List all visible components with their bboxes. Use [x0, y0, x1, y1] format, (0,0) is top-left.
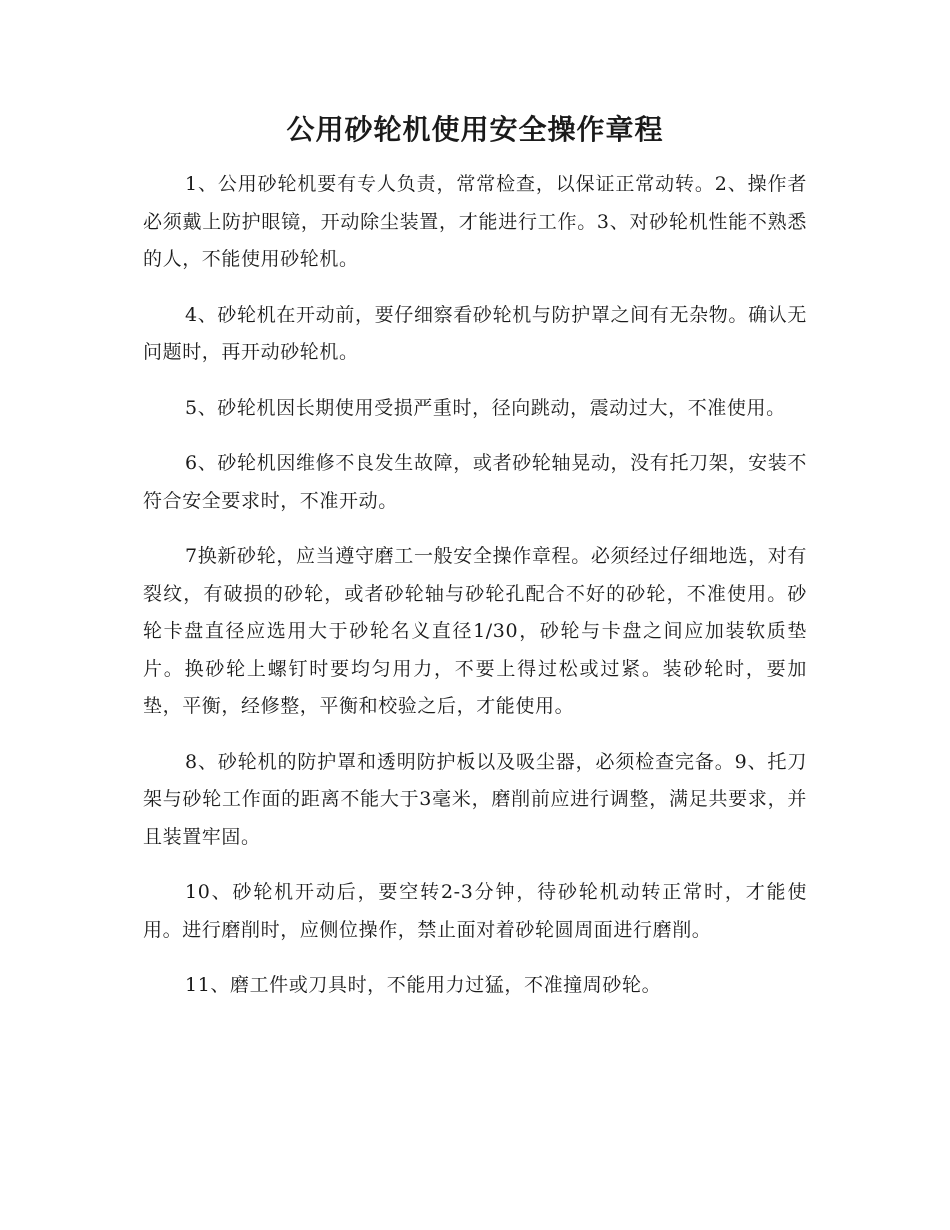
paragraph-4: 6、砂轮机因维修不良发生故障，或者砂轮轴晃动，没有托刀架，安装不符合安全要求时，不准开动。 — [143, 452, 807, 512]
paragraph-2: 4、砂轮机在开动前，要仔细察看砂轮机与防护罩之间有无杂物。确认无问题时，再开动砂轮机。 — [143, 303, 807, 363]
paragraph-3: 5、砂轮机因长期使用受损严重时，径向跳动，震动过大，不准使用。 — [185, 396, 786, 419]
paragraph-1: 1、公用砂轮机要有专人负责，常常检查，以保证正常动转。2、操作者必须戴上防护眼镜，开动除尘装置，才能进行工作。3、对砂轮机性能不熟悉的人，不能使用砂轮机。 — [143, 173, 807, 270]
document-title: 公用砂轮机使用安全操作章程 — [286, 113, 664, 146]
paragraph-6: 8、砂轮机的防护罩和透明防护板以及吸尘器，必须检查完备。9、托刀架与砂轮工作面的距离不能大于3毫米，磨削前应进行调整，满足共要求，并且装置牢固。 — [143, 750, 807, 848]
document-body — [143, 166, 807, 1023]
paragraph-7: 10、砂轮机开动后，要空转2-3分钟，待砂轮机动转正常时，才能使用。进行磨削时，应侧位操作，禁止面对着砂轮圆周面进行磨削。 — [143, 881, 807, 941]
paragraph-5: 7换新砂轮，应当遵守磨工一般安全操作章程。必须经过仔细地选，对有裂纹，有破损的砂轮，或者砂轮轴与砂轮孔配合不好的砂轮，不准使用。砂轮卡盘直径应选用大于砂轮名义直径1/30，砂轮与卡盘之间应加装软质垫片。换砂轮上螺钉时要均匀用力，不要上得过松或过紧。装砂轮时，要加垫，平衡，经修整，平衡和校验之后，才能使用。 — [143, 545, 807, 717]
paragraph-8: 11、磨工件或刀具时，不能用力过猛，不准撞周砂轮。 — [185, 974, 662, 996]
